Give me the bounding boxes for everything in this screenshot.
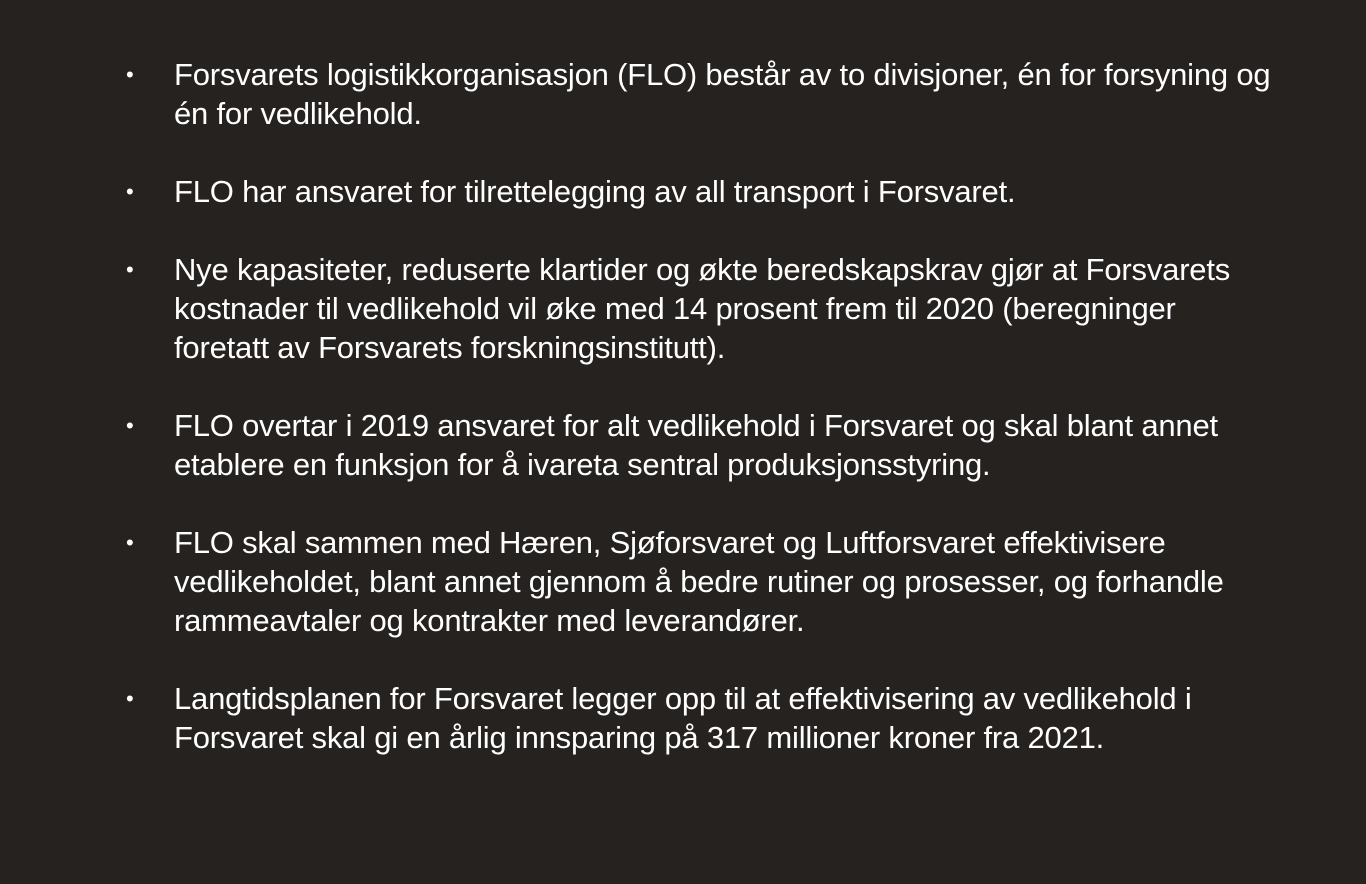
bullet-text: FLO skal sammen med Hæren, Sjøforsvaret og Luftforsvaret effektivisere vedlikeholdet, blant annet gjennom å bedre rutiner og prosesser, og forhandle rammeavtaler og kontrakter med leverandører.	[174, 525, 1224, 638]
bullet-item	[0, 172, 1366, 211]
bullet-text: FLO har ansvaret for tilrettelegging av all transport i Forsvaret.	[174, 174, 1016, 209]
bullet-text: Langtidsplanen for Forsvaret legger opp til at effektivisering av vedlikehold i Forsvaret skal gi en årlig innsparing på 317 millioner kroner fra 2021.	[174, 681, 1192, 755]
bullet-marker: •	[126, 257, 134, 282]
bullet-marker: •	[126, 530, 134, 555]
bullet-text: FLO overtar i 2019 ansvaret for alt vedlikehold i Forsvaret og skal blant annet etablere en funksjon for å ivareta sentral produksjonsstyring.	[174, 408, 1218, 482]
bullet-text: Nye kapasiteter, reduserte klartider og økte beredskapskrav gjør at Forsvarets kostnader til vedlikehold vil øke med 14 prosent frem til 2020 (beregninger foretatt av Forsvarets forskningsinstitutt).	[174, 252, 1231, 365]
bullet-list	[0, 55, 1366, 796]
bullet-item	[0, 523, 1366, 640]
bullet-text: Forsvarets logistikkorganisasjon (FLO) består av to divisjoner, én for forsyning og én for vedlikehold.	[174, 57, 1271, 131]
bullet-item	[0, 406, 1366, 484]
bullet-item	[0, 250, 1366, 367]
bullet-item	[0, 55, 1366, 133]
bullet-marker: •	[126, 686, 134, 711]
bullet-marker: •	[126, 62, 134, 87]
bullet-marker: •	[126, 179, 134, 204]
bullet-marker: •	[126, 413, 134, 438]
bullet-item	[0, 679, 1366, 757]
